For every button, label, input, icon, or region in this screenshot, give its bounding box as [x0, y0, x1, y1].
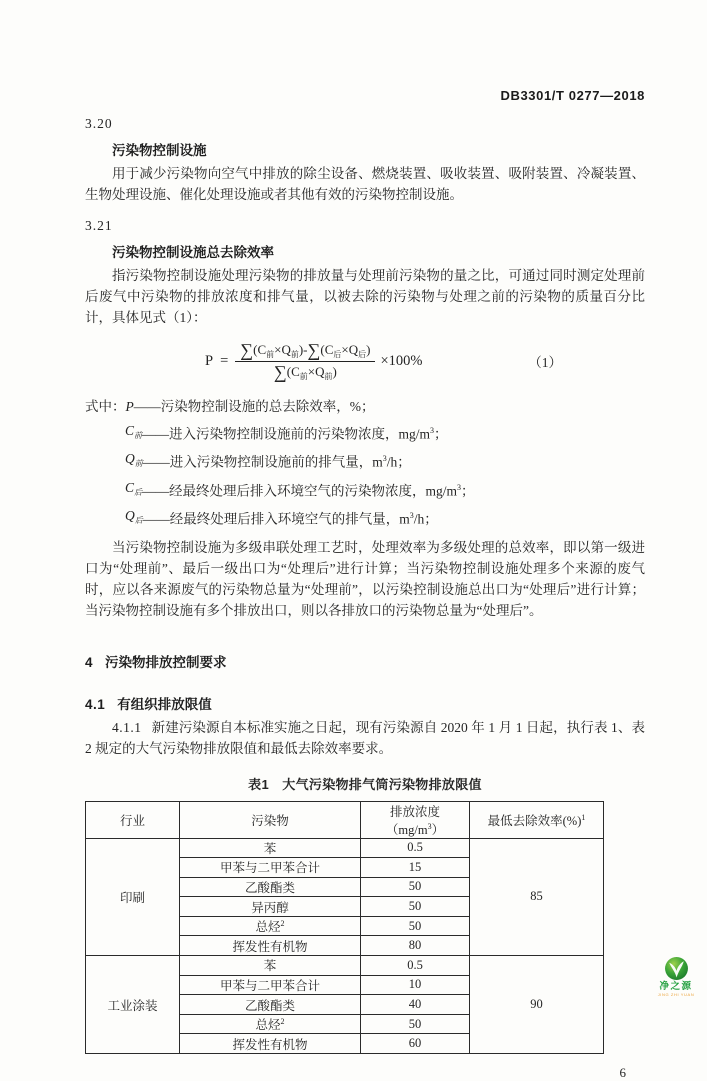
- pollutant-cell: 甲苯与二甲苯合计: [180, 975, 361, 995]
- formula-denominator: $\sum(C_前\times Q_前)$: [273, 361, 337, 382]
- concentration-cell: 15: [361, 858, 470, 878]
- table-header-row: [86, 801, 604, 838]
- definition-symbol: $Q_后$: [125, 508, 143, 525]
- section-4-number: 4: [85, 654, 94, 670]
- pollutant-cell: 总烃$^2$: [180, 916, 361, 936]
- definition-item: [85, 476, 645, 505]
- concentration-cell: 0.5: [361, 956, 470, 976]
- formula-multiplier: ×100%: [380, 352, 423, 369]
- table-1: [85, 801, 604, 1055]
- clause-321-number: 3.21: [85, 218, 113, 233]
- table-row: [86, 838, 604, 858]
- formula-fraction: [235, 341, 375, 382]
- concentration-cell: 80: [361, 936, 470, 956]
- section-41-title: 有组织排放限值: [117, 696, 212, 712]
- pollutant-cell: 苯: [180, 956, 361, 976]
- formula-equals: =: [220, 352, 229, 369]
- definition-desc: ——经最终处理后排入环境空气的排气量，$m^3/h$；: [142, 511, 438, 527]
- concentration-cell: 0.5: [361, 838, 470, 858]
- formula-lhs: P: [205, 352, 214, 369]
- logo-name: 净之源: [659, 981, 693, 992]
- clause-321-note: 当污染物控制设施为多级串联处理工艺时，处理效率为多级处理的总效率，即以第一级进口为“处理前”、最后一级出口为“处理后”进行计算；当污染物控制设施处理多个来源的废气时，应以各来源废气的污染物总量为“处理前”，以污染控制设施总出口为“处理后”进行计算；当污染物控制设施有多个排放出口，则以各排放口的污染物总量为“处理后”。: [85, 539, 645, 618]
- leaf-globe-icon: [664, 956, 689, 981]
- concentration-cell: 50: [361, 916, 470, 936]
- clause-411-text: 新建污染源自本标准实施之日起，现有污染源自 2020 年 1 月 1 日起，执行表 1、表 2 规定的大气污染物排放限值和最低去除效率要求。: [85, 719, 645, 756]
- equation-number: （1）: [528, 355, 562, 370]
- clause-321-title: 污染物控制设施总去除效率: [112, 245, 274, 260]
- watermark-logo: [652, 956, 700, 998]
- definitions-list: [85, 395, 645, 533]
- definition-symbol: $Q_前$: [125, 451, 143, 468]
- industry-cell: 印刷: [86, 838, 180, 956]
- clause-321-body: 指污染物控制设施处理污染物的排放量与处理前污染物的量之比，可通过同时测定处理前后废气中污染物的排放浓度和排气量，以被去除的污染物与处理之前的污染物的质量百分比计，具体见式（1）：: [85, 268, 645, 325]
- clause-320-body: 用于减少污染物向空气中排放的除尘设备、燃烧装置、吸收装置、吸附装置、冷凝装置、生物处理设施、催化处理设施或者其他有效的污染物控制设施。: [85, 166, 645, 202]
- pollutant-cell: 挥发性有机物: [180, 1034, 361, 1054]
- pollutant-cell: 苯: [180, 838, 361, 858]
- table-column-header: 排放浓度$(mg/m^3)$: [361, 801, 470, 838]
- formula-1: [85, 336, 645, 386]
- table-column-header: 最低去除效率(%)$^1$: [470, 801, 604, 838]
- definition-item: [85, 447, 645, 476]
- doc-number: DB3301/T 0277—2018: [500, 88, 645, 103]
- table-1-caption: 表1 大气污染物排气筒污染物排放限值: [248, 776, 482, 792]
- section-41-number: 4.1: [85, 696, 106, 712]
- definition-desc: ——进入污染物控制设施前的排气量，$m^3/h$；: [142, 454, 411, 470]
- efficiency-cell: 85: [470, 838, 604, 956]
- concentration-cell: 50: [361, 1014, 470, 1034]
- table-row: [86, 956, 604, 976]
- definition-symbol: $C_后$: [125, 479, 143, 497]
- clause-411-number: 4.1.1: [112, 719, 142, 735]
- table-1-header: [86, 801, 604, 838]
- pollutant-cell: 挥发性有机物: [180, 936, 361, 956]
- definition-item: [85, 395, 645, 419]
- table-1-body: [86, 838, 604, 1054]
- concentration-cell: 50: [361, 897, 470, 917]
- definition-item: [85, 419, 645, 448]
- table-column-header: 行业: [86, 801, 180, 838]
- section-4-title: 污染物排放控制要求: [105, 654, 227, 670]
- pollutant-cell: 总烃$^2$: [180, 1014, 361, 1034]
- formula-numerator: $\sum(C_前\times Q_前)-\sum(C_后\times Q_后)$: [235, 341, 375, 362]
- clause-320-title: 污染物控制设施: [112, 143, 207, 158]
- concentration-cell: 40: [361, 995, 470, 1015]
- definition-symbol: P: [125, 399, 134, 414]
- definition-desc: ——污染物控制设施的总去除效率，%；: [133, 399, 375, 414]
- definition-symbol: $C_前$: [125, 422, 143, 440]
- table-column-header: 污染物: [180, 801, 361, 838]
- section-4-heading: [85, 651, 645, 671]
- clause-320-number: 3.20: [85, 116, 113, 131]
- document-page: [85, 88, 645, 1081]
- definition-item: [85, 504, 645, 533]
- logo-subtext: JING ZHI YUAN: [657, 992, 695, 997]
- concentration-cell: 10: [361, 975, 470, 995]
- pollutant-cell: 异丙醇: [180, 897, 361, 917]
- clause-411-body: [85, 717, 645, 759]
- definition-desc: ——进入污染物控制设施前的污染物浓度，$mg/m^3$；: [142, 425, 448, 441]
- section-41-heading: [85, 693, 645, 713]
- definitions-lead: 式中：: [85, 399, 126, 414]
- pollutant-cell: 乙酸酯类: [180, 995, 361, 1015]
- pollutant-cell: 甲苯与二甲苯合计: [180, 858, 361, 878]
- industry-cell: 工业涂装: [86, 956, 180, 1054]
- concentration-cell: 50: [361, 877, 470, 897]
- efficiency-cell: 90: [470, 956, 604, 1054]
- definition-desc: ——经最终处理后排入环境空气的污染物浓度，$mg/m^3$；: [142, 482, 475, 498]
- page-number: 6: [619, 1065, 626, 1081]
- pollutant-cell: 乙酸酯类: [180, 877, 361, 897]
- concentration-cell: 60: [361, 1034, 470, 1054]
